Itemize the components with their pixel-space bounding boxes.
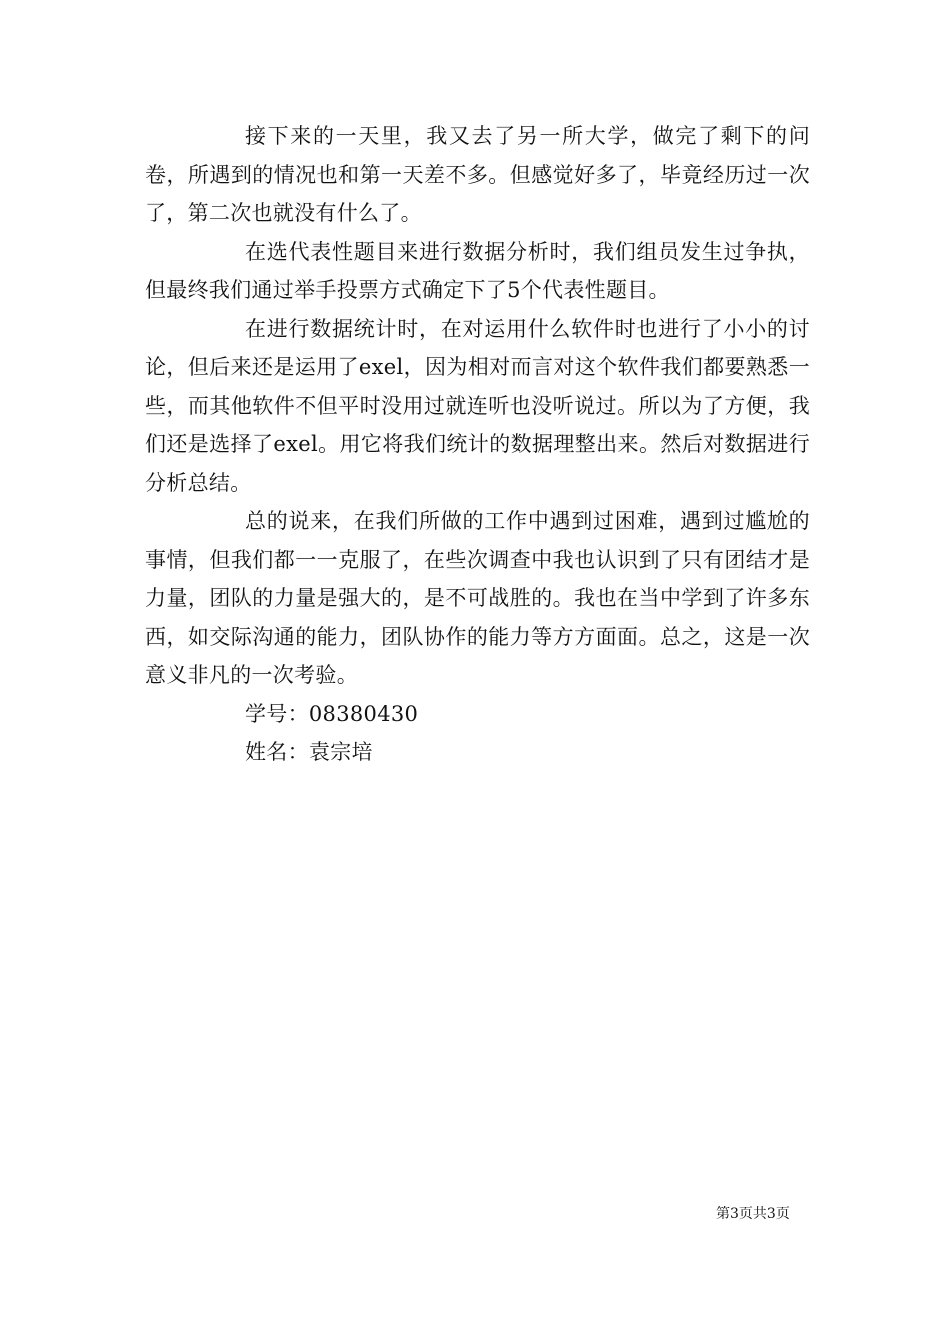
- student-id-line: 学号：08380430: [245, 701, 419, 726]
- paragraph: 在进行数据统计时，在对运用什么软件时也进行了小小的讨论，但后来还是运用了exel，因为相对而言对这个软件我们都要熟悉一些，而其他软件不但平时没用过就连听也没听说过。所以为了方便，我们还是选择了exel。用它将我们统计的数据理整出来。然后对数据进行分析总结。: [145, 316, 810, 495]
- paragraph: 在选代表性题目来进行数据分析时，我们组员发生过争执，但最终我们通过举手投票方式确定下了5个代表性题目。: [145, 239, 810, 302]
- page-number-footer: 第3页共3页: [716, 1206, 790, 1222]
- document-body: [145, 117, 810, 772]
- paragraph: 接下来的一天里，我又去了另一所大学，做完了剩下的问卷，所遇到的情况也和第一天差不多。但感觉好多了，毕竟经历过一次了，第二次也就没有什么了。: [145, 124, 810, 225]
- paragraph: 总的说来，在我们所做的工作中遇到过困难，遇到过尴尬的事情，但我们都一一克服了，在些次调查中我也认识到了只有团结才是力量，团队的力量是强大的，是不可战胜的。我也在当中学到了许多东西，如交际沟通的能力，团队协作的能力等方方面面。总之，这是一次意义非凡的一次考验。: [145, 509, 810, 687]
- student-name-line: 姓名：袁宗培: [245, 740, 373, 764]
